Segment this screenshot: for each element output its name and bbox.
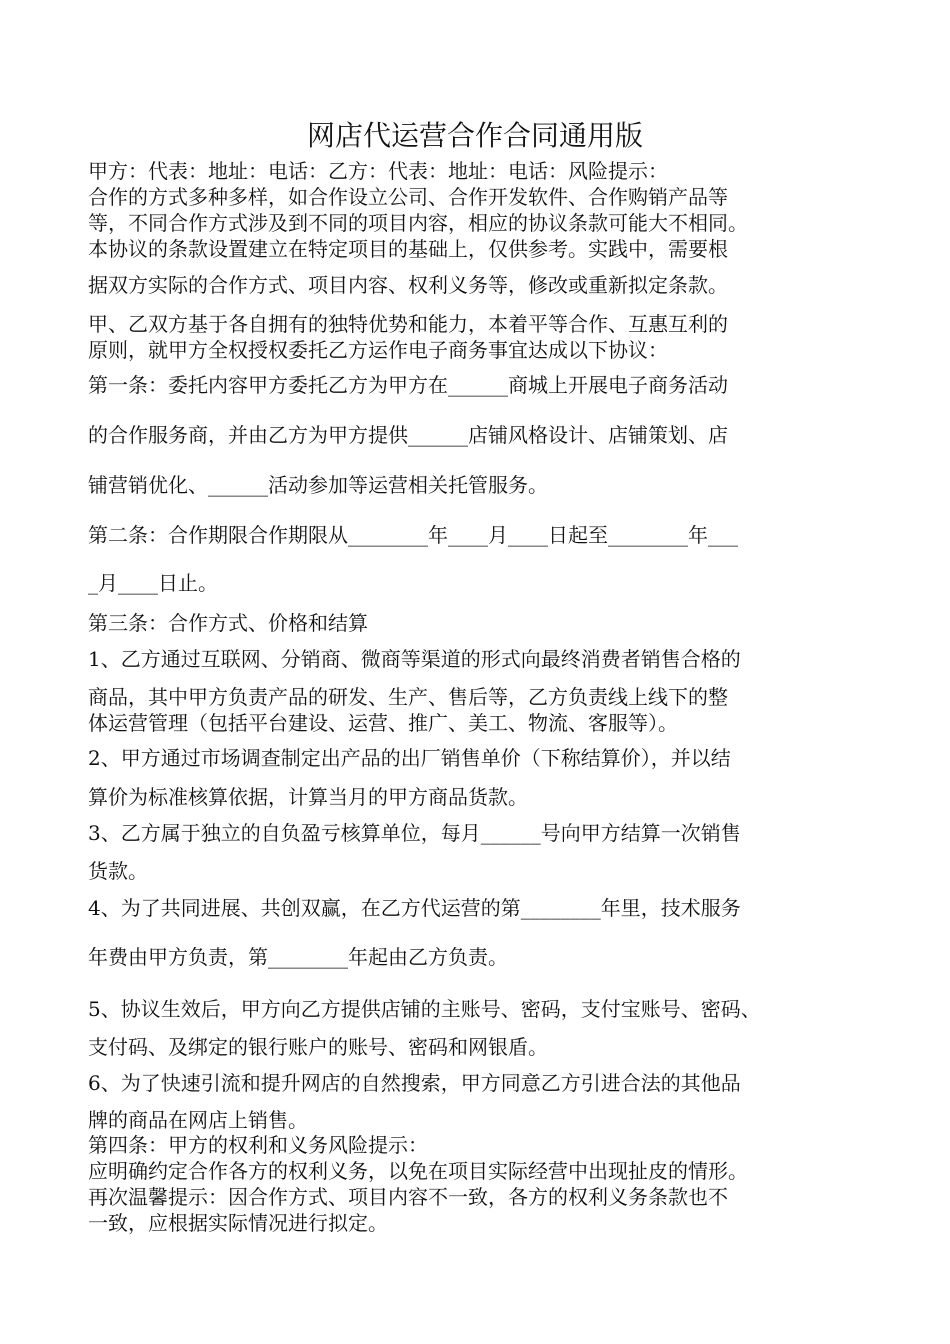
clause-2-line: 第二条：合作期限合作期限从________年____月____日起至________年___ xyxy=(88,523,738,547)
text-line: 再次温馨提示：因合作方式、项目内容不一致，各方的权利义务条款也不 xyxy=(88,1185,728,1209)
clause-3-item-line: 2、甲方通过市场调查制定出产品的出厂销售单价（下称结算价），并以结 xyxy=(88,746,731,770)
text-line: 本协议的条款设置建立在特定项目的基础上，仅供参考。实践中，需要根 xyxy=(88,237,728,261)
clause-3-item-line: 商品，其中甲方负责产品的研发、生产、售后等，乙方负责线上线下的整 xyxy=(88,685,728,709)
text-line: 一致，应根据实际情况进行拟定。 xyxy=(88,1211,388,1235)
text-line: 合作的方式多种多样，如合作设立公司、合作开发软件、合作购销产品等 xyxy=(88,185,728,209)
clause-3-item-line: 体运营管理（包括平台建设、运营、推广、美工、物流、客服等）。 xyxy=(88,711,678,735)
document-title: 网店代运营合作合同通用版 xyxy=(306,119,643,152)
text-line: 据双方实际的合作方式、项目内容、权利义务等，修改或重新拟定条款。 xyxy=(88,273,728,297)
clause-2-line: _月____日止。 xyxy=(88,571,218,595)
clause-3-item-line: 5、协议生效后，甲方向乙方提供店铺的主账号、密码，支付宝账号、密码、 xyxy=(88,997,761,1021)
clause-3-item-line: 4、为了共同进展、共创双赢，在乙方代运营的第________年里，技术服务 xyxy=(88,896,741,920)
clause-3-item-line: 3、乙方属于独立的自负盈亏核算单位，每月______号向甲方结算一次销售 xyxy=(88,821,741,845)
text-line: 等，不同合作方式涉及到不同的项目内容，相应的协议条款可能大不相同。 xyxy=(88,211,748,235)
clause-3-item-line: 年费由甲方负责，第________年起由乙方负责。 xyxy=(88,945,508,969)
clause-3-item-line: 1、乙方通过互联网、分销商、微商等渠道的形式向最终消费者销售合格的 xyxy=(88,647,741,671)
text-line: 甲方：代表：地址：电话：乙方：代表：地址：电话：风险提示： xyxy=(88,159,668,183)
clause-3-item-line: 算价为标准核算依据，计算当月的甲方商品货款。 xyxy=(88,785,528,809)
clause-3-item-line: 支付码、及绑定的银行账户的账号、密码和网银盾。 xyxy=(88,1035,548,1059)
clause-1-line: 的合作服务商，并由乙方为甲方提供______店铺风格设计、店铺策划、店 xyxy=(88,423,728,447)
text-line: 甲、乙双方基于各自拥有的独特优势和能力，本着平等合作、互惠互利的 xyxy=(88,312,728,336)
clause-3-item-line: 6、为了快速引流和提升网店的自然搜索，甲方同意乙方引进合法的其他品 xyxy=(88,1071,741,1095)
clause-1-line: 铺营销优化、______活动参加等运营相关托管服务。 xyxy=(88,473,548,497)
text-line: 应明确约定合作各方的权利义务，以免在项目实际经营中出现扯皮的情形。 xyxy=(88,1159,748,1183)
clause-3-item-line: 牌的商品在网店上销售。 xyxy=(88,1108,308,1132)
clause-1-line: 第一条：委托内容甲方委托乙方为甲方在______商城上开展电子商务活动 xyxy=(88,373,728,397)
clause-3-item-line: 货款。 xyxy=(88,859,148,883)
clause-3-heading: 第三条：合作方式、价格和结算 xyxy=(88,611,368,635)
clause-4-heading: 第四条：甲方的权利和义务风险提示： xyxy=(88,1133,428,1157)
text-line: 原则，就甲方全权授权委托乙方运作电子商务事宜达成以下协议： xyxy=(88,338,668,362)
